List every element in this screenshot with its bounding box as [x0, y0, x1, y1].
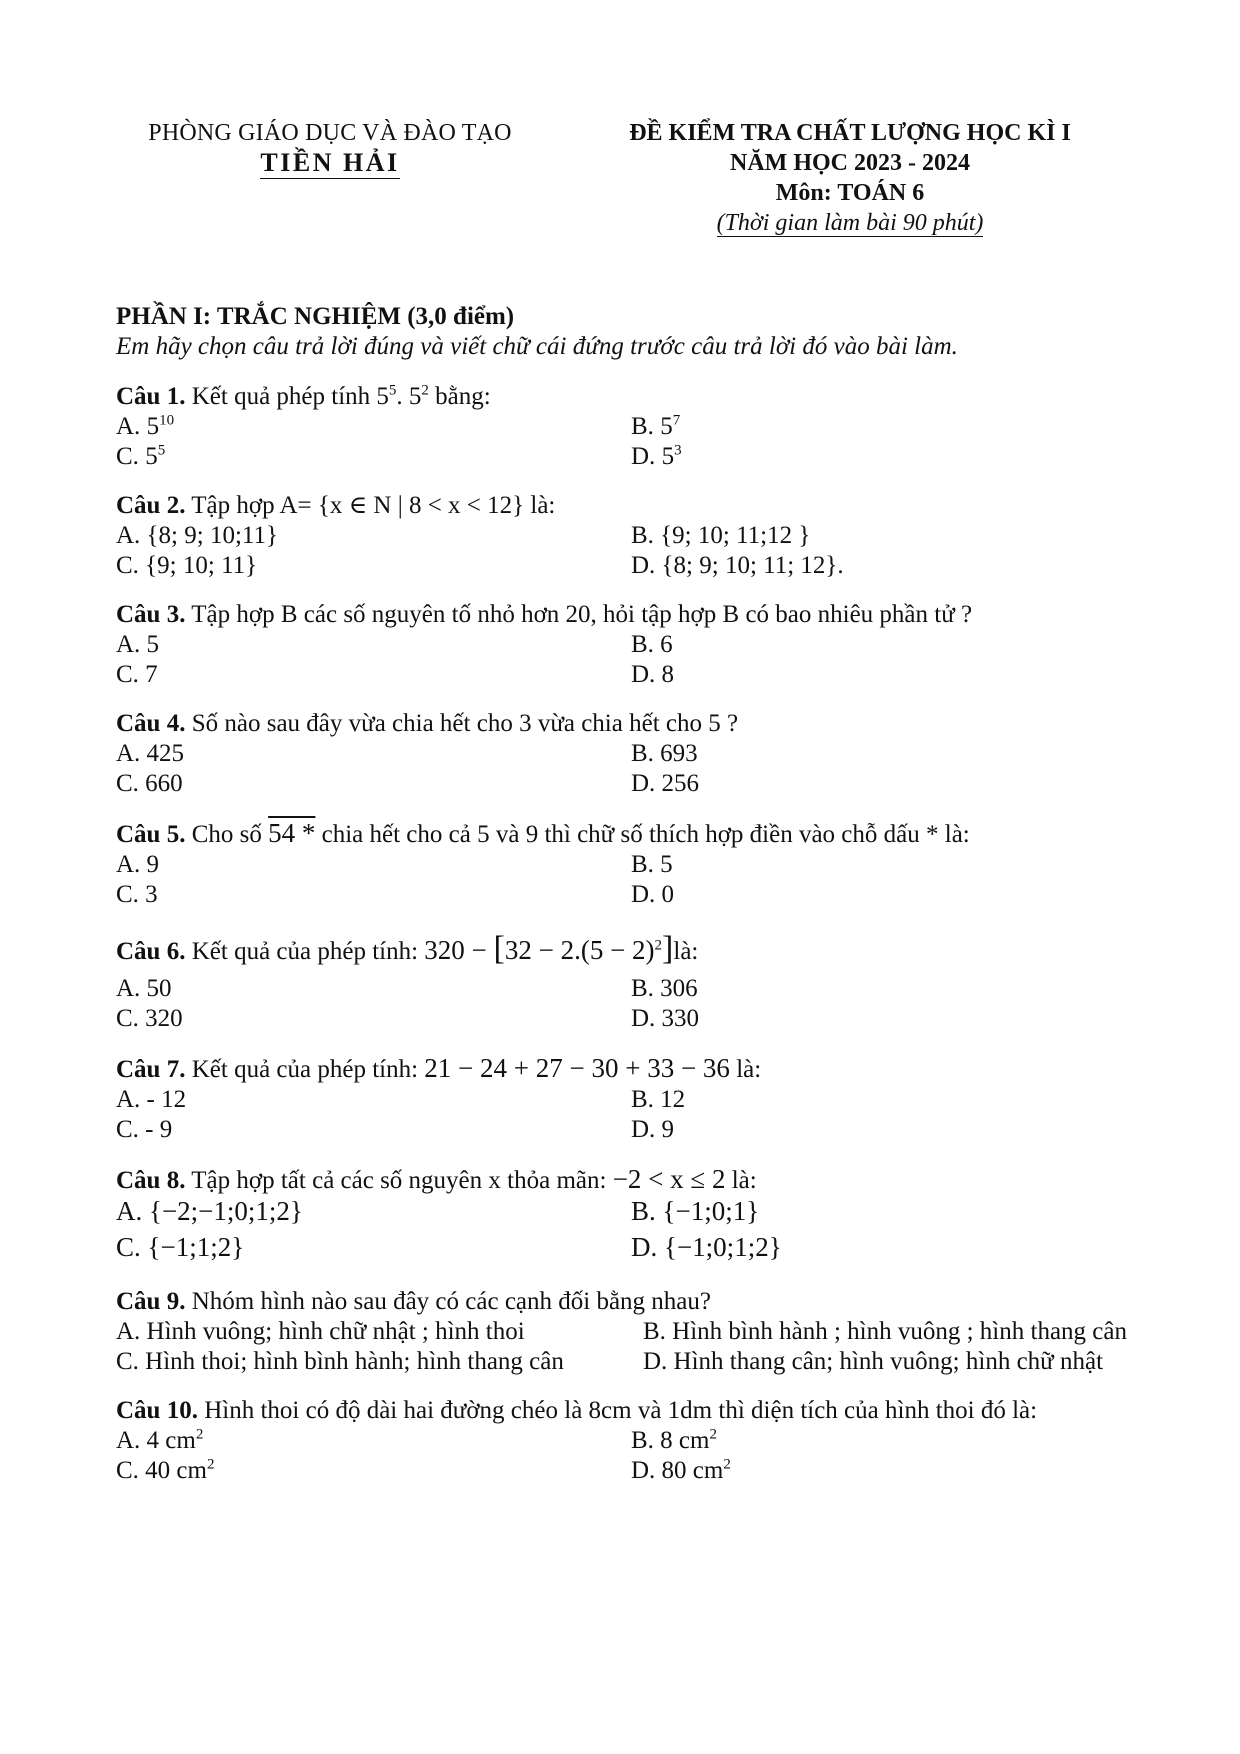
- question-6: [116, 929, 1176, 1034]
- question-stem: Câu 3. Tập hợp B các số nguyên tố nhỏ hơn 20, hỏi tập hợp B có bao nhiêu phần tử ?: [116, 601, 973, 628]
- option-d: D. 330: [631, 1005, 700, 1032]
- option-a: A. {−2;−1;0;1;2}: [116, 1196, 303, 1226]
- option-a: A. {8; 9; 10;11}: [116, 522, 278, 549]
- option-b: B. Hình bình hành ; hình vuông ; hình thang cân: [643, 1318, 1127, 1345]
- question-8: [116, 1164, 1176, 1268]
- option-c: C. 660: [116, 770, 183, 797]
- question-stem: Câu 8. Tập hợp tất cả các số nguyên x thỏa mãn: −2 < x ≤ 2 là:: [116, 1164, 757, 1194]
- option-b: B. 306: [631, 975, 698, 1002]
- question-9: [116, 1287, 1176, 1377]
- question-2: [116, 491, 1176, 581]
- exam-content: [116, 302, 1176, 1505]
- option-d: D. 0: [631, 881, 675, 908]
- option-d: D. 80 $cm^2$: [631, 1456, 731, 1484]
- option-a: A. 50: [116, 975, 172, 1002]
- district-name: TIỀN HẢI: [260, 148, 400, 177]
- document-header: [0, 118, 1240, 248]
- question-stem: Câu 2. Tập hợp A= {x ∈ N | 8 < x < 12} là:: [116, 492, 556, 519]
- question-stem: Câu 6. Kết quả của phép tính: $320 - [32 - 2.(5 - 2)^2]là$:: [116, 930, 699, 967]
- option-b: B. 6: [631, 631, 673, 658]
- section-title: PHẦN I: TRẮC NGHIỆM (3,0 điểm): [116, 303, 515, 330]
- option-b: B. 693: [631, 740, 698, 767]
- option-c: C. 40 $cm^2$: [116, 1456, 215, 1484]
- question-stem: Câu 4. Số nào sau đây vừa chia hết cho 3 vừa chia hết cho 5 ?: [116, 710, 739, 737]
- option-d: D. $5^3$: [631, 442, 682, 470]
- exam-title: ĐỀ KIỂM TRA CHẤT LƯỢNG HỌC KÌ I: [629, 120, 1071, 146]
- department-name: PHÒNG GIÁO DỤC VÀ ĐÀO TẠO: [148, 120, 512, 146]
- question-5: [116, 818, 1176, 910]
- option-c: C. - 9: [116, 1116, 173, 1143]
- question-7: [116, 1053, 1176, 1145]
- option-b: B. 12: [631, 1086, 686, 1113]
- option-d: D. Hình thang cân; hình vuông; hình chữ nhật: [643, 1348, 1104, 1375]
- option-a: A. 5: [116, 631, 160, 658]
- option-c: C. {9; 10; 11}: [116, 552, 258, 579]
- section-instruction: Em hãy chọn câu trả lời đúng và viết chữ cái đứng trước câu trả lời đó vào bài làm.: [116, 333, 958, 360]
- option-a: A. $5^{10}$: [116, 412, 175, 440]
- option-b: B. 5: [631, 851, 673, 878]
- option-a: A. Hình vuông; hình chữ nhật ; hình thoi: [116, 1318, 525, 1345]
- option-d: D. 8: [631, 661, 675, 688]
- overlined-number: 54 *: [268, 818, 316, 848]
- option-d: D. {8; 9; 10; 11; 12}.: [631, 552, 844, 579]
- option-c: C. {−1;1;2}: [116, 1232, 245, 1262]
- header-left: [100, 118, 560, 178]
- header-right: [590, 118, 1110, 238]
- question-stem: Câu 1. Kết quả phép tính $5^5$. $5^2$ bằng:: [116, 382, 491, 410]
- school-year: NĂM HỌC 2023 - 2024: [730, 150, 970, 176]
- option-c: C. 320: [116, 1005, 183, 1032]
- subject: Môn: TOÁN 6: [775, 180, 925, 206]
- option-d: D. 9: [631, 1116, 675, 1143]
- question-10: [116, 1396, 1176, 1486]
- option-a: A. 4 $cm^2$: [116, 1426, 204, 1454]
- exam-duration: (Thời gian làm bài 90 phút): [716, 210, 984, 236]
- question-stem: Câu 9. Nhóm hình nào sau đây có các cạnh đối bằng nhau?: [116, 1288, 711, 1315]
- option-c: C. Hình thoi; hình bình hành; hình thang cân: [116, 1348, 564, 1375]
- option-d: D. 256: [631, 770, 700, 797]
- question-stem: Câu 10. Hình thoi có độ dài hai đường chéo là 8cm và 1dm thì diện tích của hình thoi đó là:: [116, 1397, 1038, 1424]
- option-b: B. {9; 10; 11;12 }: [631, 522, 811, 549]
- option-a: A. - 12: [116, 1086, 187, 1113]
- option-d: D. {−1;0;1;2}: [631, 1232, 782, 1262]
- option-b: B. {−1;0;1}: [631, 1196, 760, 1226]
- question-stem: Câu 7. Kết quả của phép tính: 21 − 24 + 27 − 30 + 33 − 36 là:: [116, 1053, 762, 1083]
- question-stem: Câu 5. Cho số 54 * chia hết cho cả 5 và 9 thì chữ số thích hợp điền vào chỗ dấu * là:: [116, 818, 970, 848]
- option-b: B. $5^7$: [631, 412, 681, 440]
- option-c: C. $5^5$: [116, 442, 166, 470]
- question-4: [116, 709, 1176, 799]
- option-b: B. 8 $cm^2$: [631, 1426, 717, 1454]
- option-c: C. 3: [116, 881, 158, 908]
- option-a: A. 9: [116, 851, 160, 878]
- option-c: C. 7: [116, 661, 158, 688]
- question-3: [116, 600, 1176, 690]
- question-1: [116, 382, 1176, 472]
- option-a: A. 425: [116, 740, 185, 767]
